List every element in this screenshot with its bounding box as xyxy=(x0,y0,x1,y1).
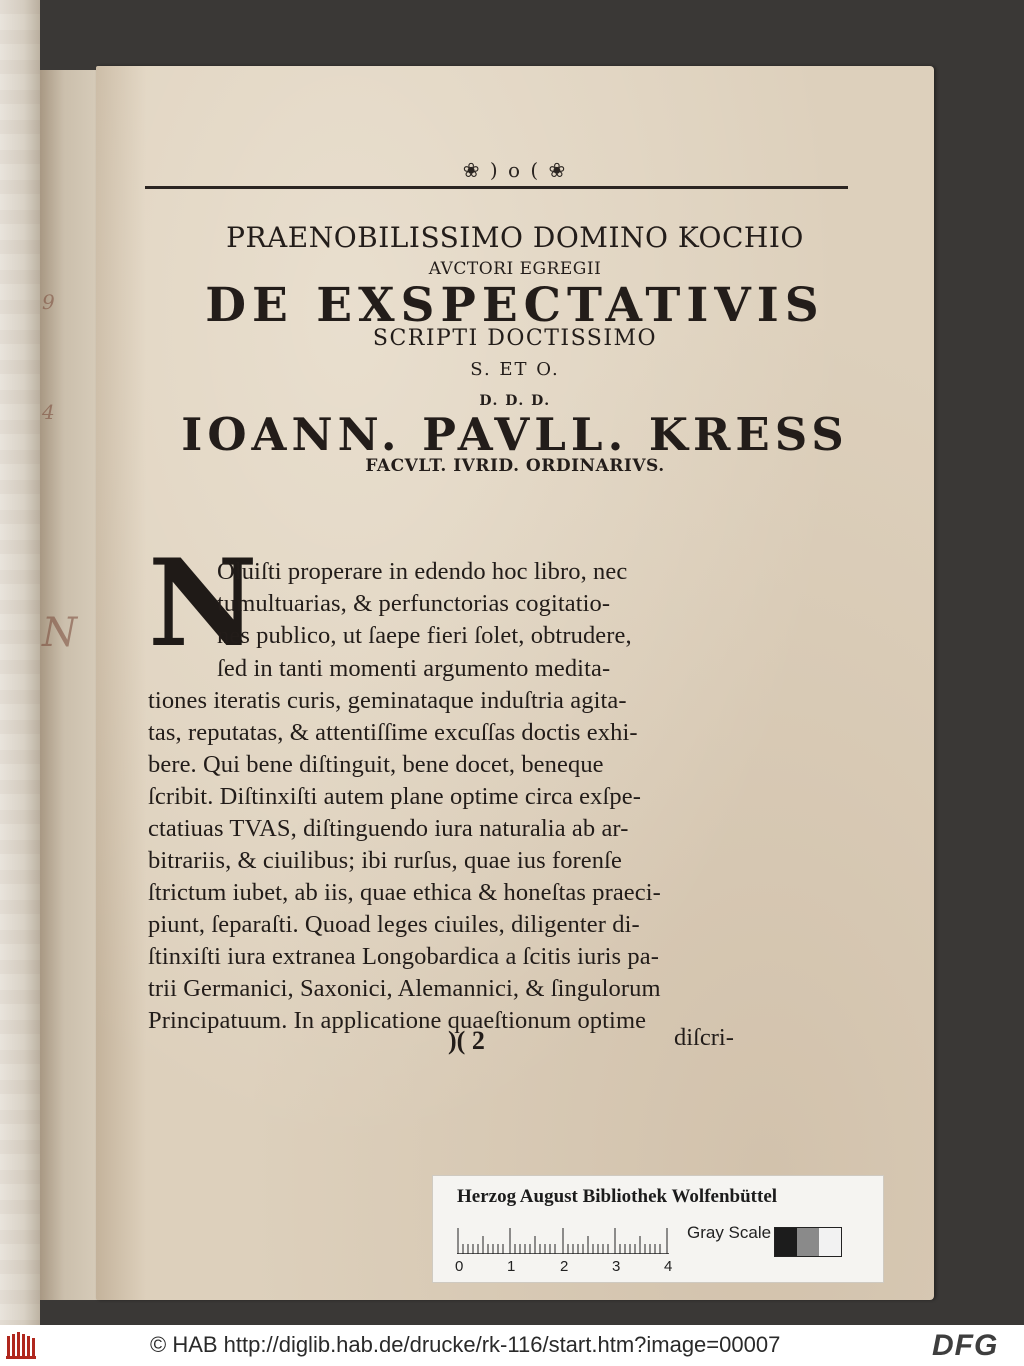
dedication-line-5: S. ET O. xyxy=(470,359,560,380)
drop-capital: N xyxy=(148,533,258,674)
text-line: nes publico, ut ſaepe fieri ſolet, obtrudere, xyxy=(217,622,632,649)
text-line: bitrariis, & ciuilibus; ibi rurſus, quae ius forenſe xyxy=(148,847,623,874)
facing-mark: N xyxy=(42,610,77,656)
signature-mark: )( 2 xyxy=(448,1026,485,1055)
text-line: ſtinxiſti iura extranea Longobardica a ſcitis iuris pa- xyxy=(148,943,659,970)
library-name: Herzog August Bibliothek Wolfenbüttel xyxy=(457,1186,778,1207)
gray-patch-white xyxy=(819,1228,841,1256)
header-rule xyxy=(145,186,848,189)
gray-patch-black xyxy=(775,1228,797,1256)
measure-ruler xyxy=(457,1224,677,1254)
catchword: diſcri- xyxy=(674,1024,734,1051)
text-line: Oluiſti properare in edendo hoc libro, nec xyxy=(217,558,628,585)
author-name: IOANN. PAVLL. KRESS xyxy=(181,408,849,461)
facing-mark: 4 xyxy=(42,400,55,424)
gray-scale-patches xyxy=(774,1227,842,1257)
author-title: FACVLT. IVRID. ORDINARIVS. xyxy=(365,456,665,476)
ruler-number: 3 xyxy=(612,1258,621,1275)
gray-patch-mid xyxy=(797,1228,819,1256)
text-line: Principatuum. In applicatione quaeſtionum optime xyxy=(148,1007,647,1034)
dedication-line-6: D. D. D. xyxy=(479,393,551,409)
text-line: piunt, ſeparaſti. Quoad leges ciuiles, diligenter di- xyxy=(148,911,640,938)
header-ornament: ❀ ) o ( ❀ xyxy=(462,158,568,182)
previous-page-texture xyxy=(0,0,40,1325)
copyright-url[interactable]: © HAB http://diglib.hab.de/drucke/rk-116/start.htm?image=00007 xyxy=(150,1332,781,1357)
viewer-footer xyxy=(0,1325,1024,1366)
facing-page-edge xyxy=(40,70,100,1300)
facing-mark: 9 xyxy=(42,290,55,314)
text-line: tiones iteratis curis, geminataque induſtria agita- xyxy=(148,687,627,714)
book-page xyxy=(96,66,934,1300)
text-line: ſed in tanti momenti argumento medita- xyxy=(217,655,611,682)
dedication-line-1: PRAENOBILISSIMO DOMINO KOCHIO xyxy=(226,221,804,254)
ruler-number: 4 xyxy=(664,1258,673,1275)
text-line: bere. Qui bene diſtinguit, bene docet, beneque xyxy=(148,751,604,778)
text-line: ſcribit. Diſtinxiſti autem plane optime circa exſpe- xyxy=(148,783,641,810)
ruler-number: 1 xyxy=(507,1258,516,1275)
dedication-title: DE EXSPECTATIVIS xyxy=(205,278,825,333)
text-line: ſtrictum iubet, ab iis, quae ethica & honeſtas praeci- xyxy=(148,879,661,906)
dfg-logo: DFG xyxy=(932,1329,999,1362)
hab-logo-icon xyxy=(6,1330,36,1360)
ruler-number: 2 xyxy=(560,1258,569,1275)
library-color-card xyxy=(432,1175,884,1283)
dedication-line-2: AVCTORI EGREGII xyxy=(428,259,602,279)
facing-page-marks xyxy=(40,70,100,1300)
text-line: ctatiuas TVAS, diſtinguendo iura naturalia ab ar- xyxy=(148,815,629,842)
text-line: tas, reputatas, & attentiſſime excuſſas doctis exhi- xyxy=(148,719,638,746)
text-line: tumultuarias, & perfunctorias cogitatio- xyxy=(217,590,611,617)
ruler-number: 0 xyxy=(455,1258,464,1275)
dedication-line-4: SCRIPTI DOCTISSIMO xyxy=(372,326,658,351)
text-line: trii Germanici, Saxonici, Alemannici, & ſingulorum xyxy=(148,975,661,1002)
gray-scale-label: Gray Scale xyxy=(687,1223,772,1242)
